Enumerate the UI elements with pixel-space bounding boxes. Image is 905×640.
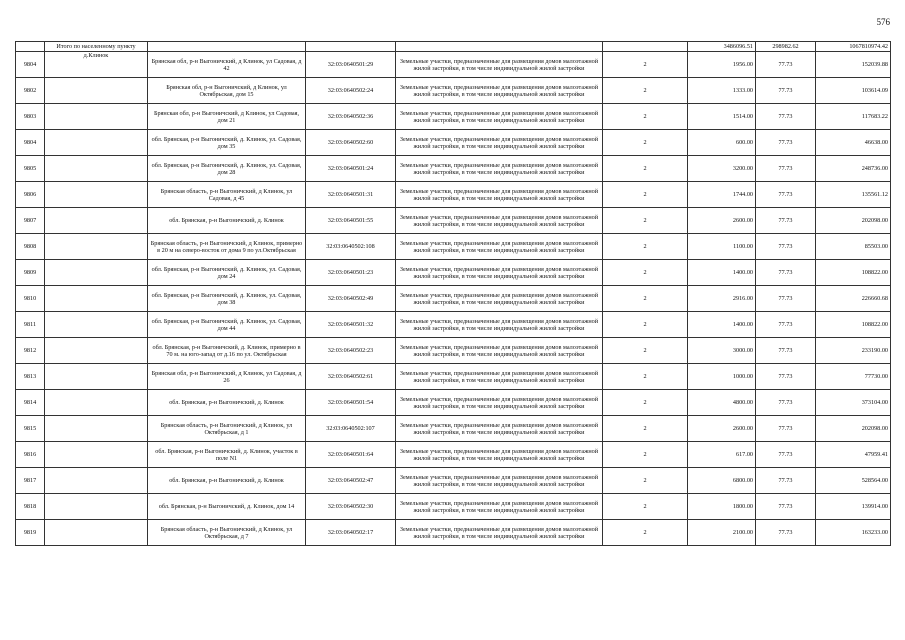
cadastral-number-cell: 32:03:0640501:54 (306, 390, 396, 416)
unit-value-cell: 77.73 (756, 416, 816, 442)
cadastral-number-cell: 32:03:0640502:60 (306, 130, 396, 156)
category-cell: 2 (603, 468, 688, 494)
cadastral-value-cell: 163233.00 (816, 520, 891, 546)
unit-value-cell: 77.73 (756, 260, 816, 286)
locality-cell (45, 234, 148, 260)
category-cell: 2 (603, 260, 688, 286)
unit-value-cell: 77.73 (756, 468, 816, 494)
unit-value-cell: 77.73 (756, 182, 816, 208)
unit-value-cell: 77.73 (756, 286, 816, 312)
row-number: 9804 (16, 130, 45, 156)
land-use-cell: Земельные участки, предназначенные для размещения домов малоэтажной жилой застройки, в том числе индивидуальной жилой застройки (396, 208, 603, 234)
cadastral-number-cell: 32:03:0640501:29 (306, 52, 396, 78)
land-use-cell: Земельные участки, предназначенные для размещения домов малоэтажной жилой застройки, в том числе индивидуальной жилой застройки (396, 182, 603, 208)
unit-value-cell: 77.73 (756, 390, 816, 416)
locality-cell (45, 104, 148, 130)
unit-value-cell: 77.73 (756, 156, 816, 182)
locality-cell (45, 442, 148, 468)
land-use-cell: Земельные участки, предназначенные для размещения домов малоэтажной жилой застройки, в том числе индивидуальной жилой застройки (396, 78, 603, 104)
locality-cell (45, 208, 148, 234)
row-number: 9804 (16, 52, 45, 78)
cadastral-value-cell: 139914.00 (816, 494, 891, 520)
land-use-cell: Земельные участки, предназначенные для размещения домов малоэтажной жилой застройки, в том числе индивидуальной жилой застройки (396, 234, 603, 260)
land-use-cell: Земельные участки, предназначенные для размещения домов малоэтажной жилой застройки, в том числе индивидуальной жилой застройки (396, 286, 603, 312)
summary-empty-cell (306, 42, 396, 52)
row-number: 9810 (16, 286, 45, 312)
table-body (16, 42, 891, 546)
unit-value-cell: 77.73 (756, 78, 816, 104)
address-cell: Брянская область, р-н Выгоничский, д Клинок, примерно в 20 м на северо-восток от дома 9 по ул.Октябрьская (148, 234, 306, 260)
category-cell: 2 (603, 390, 688, 416)
cadastral-value-cell: 117683.22 (816, 104, 891, 130)
area-cell: 1744.00 (688, 182, 756, 208)
address-cell: Брянская обл, р-н Выгоничский, д Клинок, ул Садовая, дом 21 (148, 104, 306, 130)
area-cell: 1400.00 (688, 260, 756, 286)
summary-empty-cell (148, 42, 306, 52)
cadastral-number-cell: 32:03:0640502:108 (306, 234, 396, 260)
cadastral-value-cell: 528564.00 (816, 468, 891, 494)
locality-cell (45, 468, 148, 494)
row-number: 9817 (16, 468, 45, 494)
unit-value-cell: 77.73 (756, 130, 816, 156)
area-cell: 1000.00 (688, 364, 756, 390)
row-number: 9802 (16, 78, 45, 104)
unit-value-cell: 77.73 (756, 234, 816, 260)
cadastral-number-cell: 32:03:0640501:23 (306, 260, 396, 286)
address-cell: обл. Брянская, р-н Выгоничский, д. Клинок, участок в поле N1 (148, 442, 306, 468)
cadastral-value-cell: 233190.00 (816, 338, 891, 364)
row-number: 9814 (16, 390, 45, 416)
land-use-cell: Земельные участки, предназначенные для размещения домов малоэтажной жилой застройки, в том числе индивидуальной жилой застройки (396, 416, 603, 442)
row-number: 9808 (16, 234, 45, 260)
locality-cell (45, 130, 148, 156)
table-row (16, 416, 891, 442)
category-cell: 2 (603, 78, 688, 104)
area-cell: 2100.00 (688, 520, 756, 546)
table-row (16, 182, 891, 208)
area-cell: 6800.00 (688, 468, 756, 494)
address-cell: обл. Брянская, р-н Выгоничский, д. Клинок (148, 468, 306, 494)
cadastral-value-cell: 202098.00 (816, 208, 891, 234)
locality-cell (45, 364, 148, 390)
address-cell: Брянская обл, р-н Выгоничский, д Клинок, ул Садовая, д 42 (148, 52, 306, 78)
address-cell: обл. Брянская, р-н Выгоничский, д. Клинок, ул. Садовая, дом 44 (148, 312, 306, 338)
unit-value-cell: 77.73 (756, 312, 816, 338)
area-cell: 600.00 (688, 130, 756, 156)
summary-empty-cell (603, 42, 688, 52)
summary-price: 298982.62 (756, 42, 816, 52)
table-row (16, 364, 891, 390)
summary-area: 3486096.51 (688, 42, 756, 52)
category-cell: 2 (603, 286, 688, 312)
locality-cell: д.Клинок (45, 52, 148, 78)
locality-cell (45, 390, 148, 416)
category-cell: 2 (603, 364, 688, 390)
category-cell: 2 (603, 130, 688, 156)
locality-cell (45, 156, 148, 182)
land-use-cell: Земельные участки, предназначенные для размещения домов малоэтажной жилой застройки, в том числе индивидуальной жилой застройки (396, 520, 603, 546)
unit-value-cell: 77.73 (756, 494, 816, 520)
table-row (16, 468, 891, 494)
table-row (16, 130, 891, 156)
locality-cell (45, 494, 148, 520)
summary-row (16, 42, 891, 52)
unit-value-cell: 77.73 (756, 442, 816, 468)
cadastral-value-cell: 202098.00 (816, 416, 891, 442)
table-row (16, 286, 891, 312)
address-cell: Брянская область, р-н Выгоничский, д Клинок, ул Садовая, д 45 (148, 182, 306, 208)
row-number: 9819 (16, 520, 45, 546)
category-cell: 2 (603, 416, 688, 442)
cadastral-value-cell: 135561.12 (816, 182, 891, 208)
locality-cell (45, 520, 148, 546)
table-row (16, 494, 891, 520)
area-cell: 2600.00 (688, 416, 756, 442)
address-cell: обл. Брянская, р-н Выгоничский, д. Клинок, дом 14 (148, 494, 306, 520)
category-cell: 2 (603, 312, 688, 338)
category-cell: 2 (603, 494, 688, 520)
cadastral-value-cell: 248736.00 (816, 156, 891, 182)
table-row (16, 520, 891, 546)
cadastral-number-cell: 32:03:0640502:61 (306, 364, 396, 390)
row-number: 9813 (16, 364, 45, 390)
land-use-cell: Земельные участки, предназначенные для размещения домов малоэтажной жилой застройки, в том числе индивидуальной жилой застройки (396, 338, 603, 364)
table-row (16, 78, 891, 104)
cadastral-number-cell: 32:03:0640502:24 (306, 78, 396, 104)
address-cell: обл. Брянская, р-н Выгоничский, д. Клинок, ул. Садовая, дом 38 (148, 286, 306, 312)
unit-value-cell: 77.73 (756, 520, 816, 546)
row-number: 9809 (16, 260, 45, 286)
table-row (16, 260, 891, 286)
cadastral-number-cell: 32:03:0640502:17 (306, 520, 396, 546)
category-cell: 2 (603, 104, 688, 130)
row-number: 9805 (16, 156, 45, 182)
row-number: 9818 (16, 494, 45, 520)
area-cell: 1333.00 (688, 78, 756, 104)
address-cell: обл. Брянская, р-н Выгоничский, д. Клинок, ул. Садовая, дом 28 (148, 156, 306, 182)
cadastral-number-cell: 32:03:0640501:31 (306, 182, 396, 208)
unit-value-cell: 77.73 (756, 208, 816, 234)
area-cell: 1100.00 (688, 234, 756, 260)
locality-cell (45, 260, 148, 286)
cadastral-value-cell: 108822.00 (816, 260, 891, 286)
cadastral-number-cell: 32:03:0640502:47 (306, 468, 396, 494)
unit-value-cell: 77.73 (756, 364, 816, 390)
land-use-cell: Земельные участки, предназначенные для размещения домов малоэтажной жилой застройки, в том числе индивидуальной жилой застройки (396, 260, 603, 286)
page-number: 576 (876, 17, 890, 27)
table-row (16, 312, 891, 338)
address-cell: обл. Брянская, р-н Выгоничский, д. Клинок, ул. Садовая, дом 24 (148, 260, 306, 286)
unit-value-cell: 77.73 (756, 338, 816, 364)
summary-empty-cell (16, 42, 45, 52)
cadastral-value-cell: 47959.41 (816, 442, 891, 468)
land-use-cell: Земельные участки, предназначенные для размещения домов малоэтажной жилой застройки, в том числе индивидуальной жилой застройки (396, 390, 603, 416)
row-number: 9806 (16, 182, 45, 208)
summary-label: Итого по населенному пункту (45, 42, 148, 52)
cadastral-value-cell: 226660.68 (816, 286, 891, 312)
locality-cell (45, 78, 148, 104)
cadastral-number-cell: 32:03:0640501:24 (306, 156, 396, 182)
cadastral-value-cell: 373104.00 (816, 390, 891, 416)
row-number: 9811 (16, 312, 45, 338)
unit-value-cell: 77.73 (756, 104, 816, 130)
row-number: 9807 (16, 208, 45, 234)
land-use-cell: Земельные участки, предназначенные для размещения домов малоэтажной жилой застройки, в том числе индивидуальной жилой застройки (396, 156, 603, 182)
land-use-cell: Земельные участки, предназначенные для размещения домов малоэтажной жилой застройки, в том числе индивидуальной жилой застройки (396, 312, 603, 338)
row-number: 9812 (16, 338, 45, 364)
area-cell: 3000.00 (688, 338, 756, 364)
table-row (16, 52, 891, 78)
area-cell: 1956.00 (688, 52, 756, 78)
land-use-cell: Земельные участки, предназначенные для размещения домов малоэтажной жилой застройки, в том числе индивидуальной жилой застройки (396, 364, 603, 390)
locality-cell (45, 338, 148, 364)
summary-empty-cell (396, 42, 603, 52)
land-use-cell: Земельные участки, предназначенные для размещения домов малоэтажной жилой застройки, в том числе индивидуальной жилой застройки (396, 494, 603, 520)
area-cell: 2916.00 (688, 286, 756, 312)
table-row (16, 208, 891, 234)
category-cell: 2 (603, 338, 688, 364)
unit-value-cell: 77.73 (756, 52, 816, 78)
row-number: 9803 (16, 104, 45, 130)
address-cell: обл. Брянская, р-н Выгоничский, д. Клинок, ул. Садовая, дом 35 (148, 130, 306, 156)
category-cell: 2 (603, 520, 688, 546)
table-row (16, 234, 891, 260)
category-cell: 2 (603, 156, 688, 182)
cadastral-number-cell: 32:03:0640501:32 (306, 312, 396, 338)
cadastral-number-cell: 32:03:0640502:49 (306, 286, 396, 312)
category-cell: 2 (603, 208, 688, 234)
cadastral-value-cell: 108822.00 (816, 312, 891, 338)
table-row (16, 156, 891, 182)
address-cell: Брянская область, р-н Выгоничский, д Клинок, ул Октябрьская, д 1 (148, 416, 306, 442)
locality-cell (45, 312, 148, 338)
cadastral-number-cell: 32:03:0640501:55 (306, 208, 396, 234)
category-cell: 2 (603, 52, 688, 78)
cadastral-value-cell: 103614.09 (816, 78, 891, 104)
locality-cell (45, 182, 148, 208)
row-number: 9815 (16, 416, 45, 442)
table-row (16, 390, 891, 416)
area-cell: 4800.00 (688, 390, 756, 416)
land-use-cell: Земельные участки, предназначенные для размещения домов малоэтажной жилой застройки, в том числе индивидуальной жилой застройки (396, 130, 603, 156)
summary-value: 1067810974.42 (816, 42, 891, 52)
land-use-cell: Земельные участки, предназначенные для размещения домов малоэтажной жилой застройки, в том числе индивидуальной жилой застройки (396, 104, 603, 130)
category-cell: 2 (603, 234, 688, 260)
cadastral-number-cell: 32:03:0640502:36 (306, 104, 396, 130)
area-cell: 1800.00 (688, 494, 756, 520)
category-cell: 2 (603, 442, 688, 468)
area-cell: 617.00 (688, 442, 756, 468)
address-cell: обл. Брянская, р-н Выгоничский, д. Клинок (148, 390, 306, 416)
land-use-cell: Земельные участки, предназначенные для размещения домов малоэтажной жилой застройки, в том числе индивидуальной жилой застройки (396, 52, 603, 78)
land-use-cell: Земельные участки, предназначенные для размещения домов малоэтажной жилой застройки, в том числе индивидуальной жилой застройки (396, 442, 603, 468)
cadastral-value-cell: 46638.00 (816, 130, 891, 156)
cadastral-value-cell: 77730.00 (816, 364, 891, 390)
cadastral-number-cell: 32:03:0640502:107 (306, 416, 396, 442)
cadastral-number-cell: 32:03:0640502:30 (306, 494, 396, 520)
category-cell: 2 (603, 182, 688, 208)
table-row (16, 338, 891, 364)
table-row (16, 442, 891, 468)
cadastral-value-cell: 85503.00 (816, 234, 891, 260)
address-cell: обл. Брянская, р-н Выгоничский, д. Клинок, примерно в 70 м. на юго-запад от д.16 по ул. Октябрьская (148, 338, 306, 364)
locality-cell (45, 286, 148, 312)
area-cell: 1514.00 (688, 104, 756, 130)
address-cell: обл. Брянская, р-н Выгоничский, д. Клинок (148, 208, 306, 234)
area-cell: 3200.00 (688, 156, 756, 182)
address-cell: Брянская обл, р-н Выгоничский, д Клинок, ул Садовая, д 26 (148, 364, 306, 390)
address-cell: Брянская область, р-н Выгоничский, д Клинок, ул Октябрьская, д 7 (148, 520, 306, 546)
cadastral-number-cell: 32:03:0640501:64 (306, 442, 396, 468)
address-cell: Брянская обл, р-н Выгоничский, д Клинок, ул Октябрьская, дом 15 (148, 78, 306, 104)
row-number: 9816 (16, 442, 45, 468)
area-cell: 1400.00 (688, 312, 756, 338)
area-cell: 2600.00 (688, 208, 756, 234)
cadastral-value-cell: 152039.88 (816, 52, 891, 78)
table-row (16, 104, 891, 130)
cadastral-value-table (15, 41, 891, 546)
land-use-cell: Земельные участки, предназначенные для размещения домов малоэтажной жилой застройки, в том числе индивидуальной жилой застройки (396, 468, 603, 494)
locality-cell (45, 416, 148, 442)
cadastral-number-cell: 32:03:0640502:23 (306, 338, 396, 364)
